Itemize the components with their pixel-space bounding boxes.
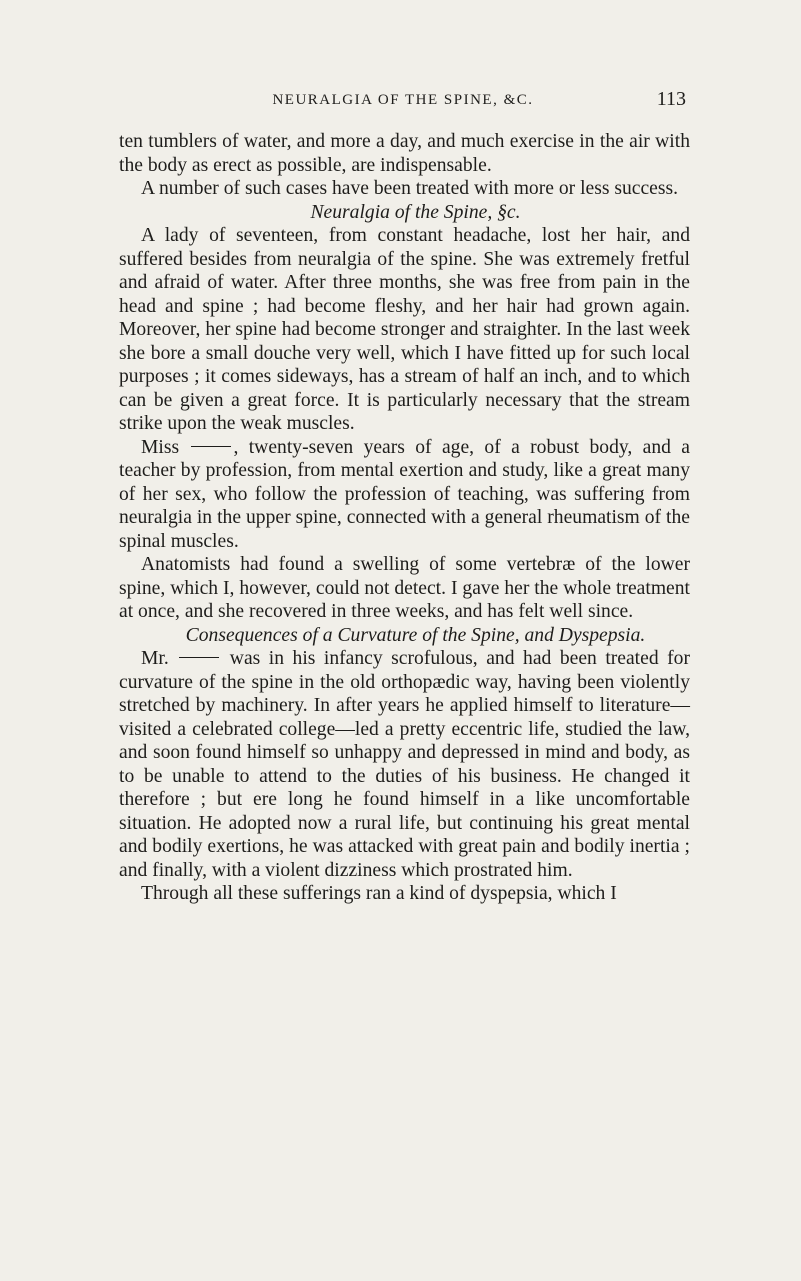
body-text xyxy=(119,130,690,906)
name-omission-dash xyxy=(179,657,219,658)
name-omission-dash xyxy=(191,446,231,447)
paragraph-continuation: ten tumblers of water, and more a day, and much exercise in the air with the body as erect as possible, are indispensable. xyxy=(119,131,690,176)
page-number: 113 xyxy=(656,88,686,110)
running-title: NEURALGIA OF THE SPINE, &C. xyxy=(272,92,534,108)
paragraph-lead: Mr. xyxy=(141,648,169,669)
running-head xyxy=(120,90,686,110)
paragraph-lead: Miss xyxy=(141,436,180,458)
section-heading-neuralgia: Neuralgia of the Spine, §c. xyxy=(310,201,521,223)
paragraph xyxy=(119,436,690,554)
paragraph xyxy=(119,647,690,882)
section-heading-curvature: Consequences of a Curvature of the Spine, and Dyspepsia. xyxy=(185,624,646,646)
paragraph: Anatomists had found a swelling of some vertebræ of the lower spine, which I, however, could not detect. I gave her the whole treatment at once, and she recovered in three weeks, and has felt well since. xyxy=(119,554,690,622)
paragraph: Through all these sufferings ran a kind of dyspepsia, which I xyxy=(141,883,617,904)
paragraph: A number of such cases have been treated with more or less success. xyxy=(141,178,679,199)
paragraph: A lady of seventeen, from constant headache, lost her hair, and suffered besides from neuralgia of the spine. She was extremely fretful and afraid of water. After three months, she was free from pain in the head and spine ; had become fleshy, and her hair had grown again. Moreover, her spine had become stronger and straighter. In the last week she bore a small douche very well, which I have fitted up for such local purposes ; it comes sideways, has a stream of half an inch, and to which can be given a great force. It is particularly necessary that the stream strike upon the weak muscles. xyxy=(119,225,690,434)
paragraph-body: , twenty-seven years of age, of a robust body, and a teacher by profession, from mental exertion and study, like a great many of her sex, who follow the profession of teaching, was suffering from neuralgia in the upper spine, connected with a general rheumatism of the spinal muscles. xyxy=(119,436,690,552)
paragraph-body: was in his infancy scrofulous, and had been treated for curvature of the spine in the old orthopædic way, having been violently stretched by machinery. In after years he applied himself to literature—visited a celebrated college—led a pretty eccentric life, studied the law, and soon found himself so unhappy and depressed in mind and body, as to be unable to attend to the duties of his business. He changed it therefore ; but ere long he found himself in a like uncomfortable situation. He adopted now a rural life, but continuing his great mental and bodily exertions, he was attacked with great pain and bodily inertia ; and finally, with a violent dizziness which prostrated him. xyxy=(119,648,690,881)
